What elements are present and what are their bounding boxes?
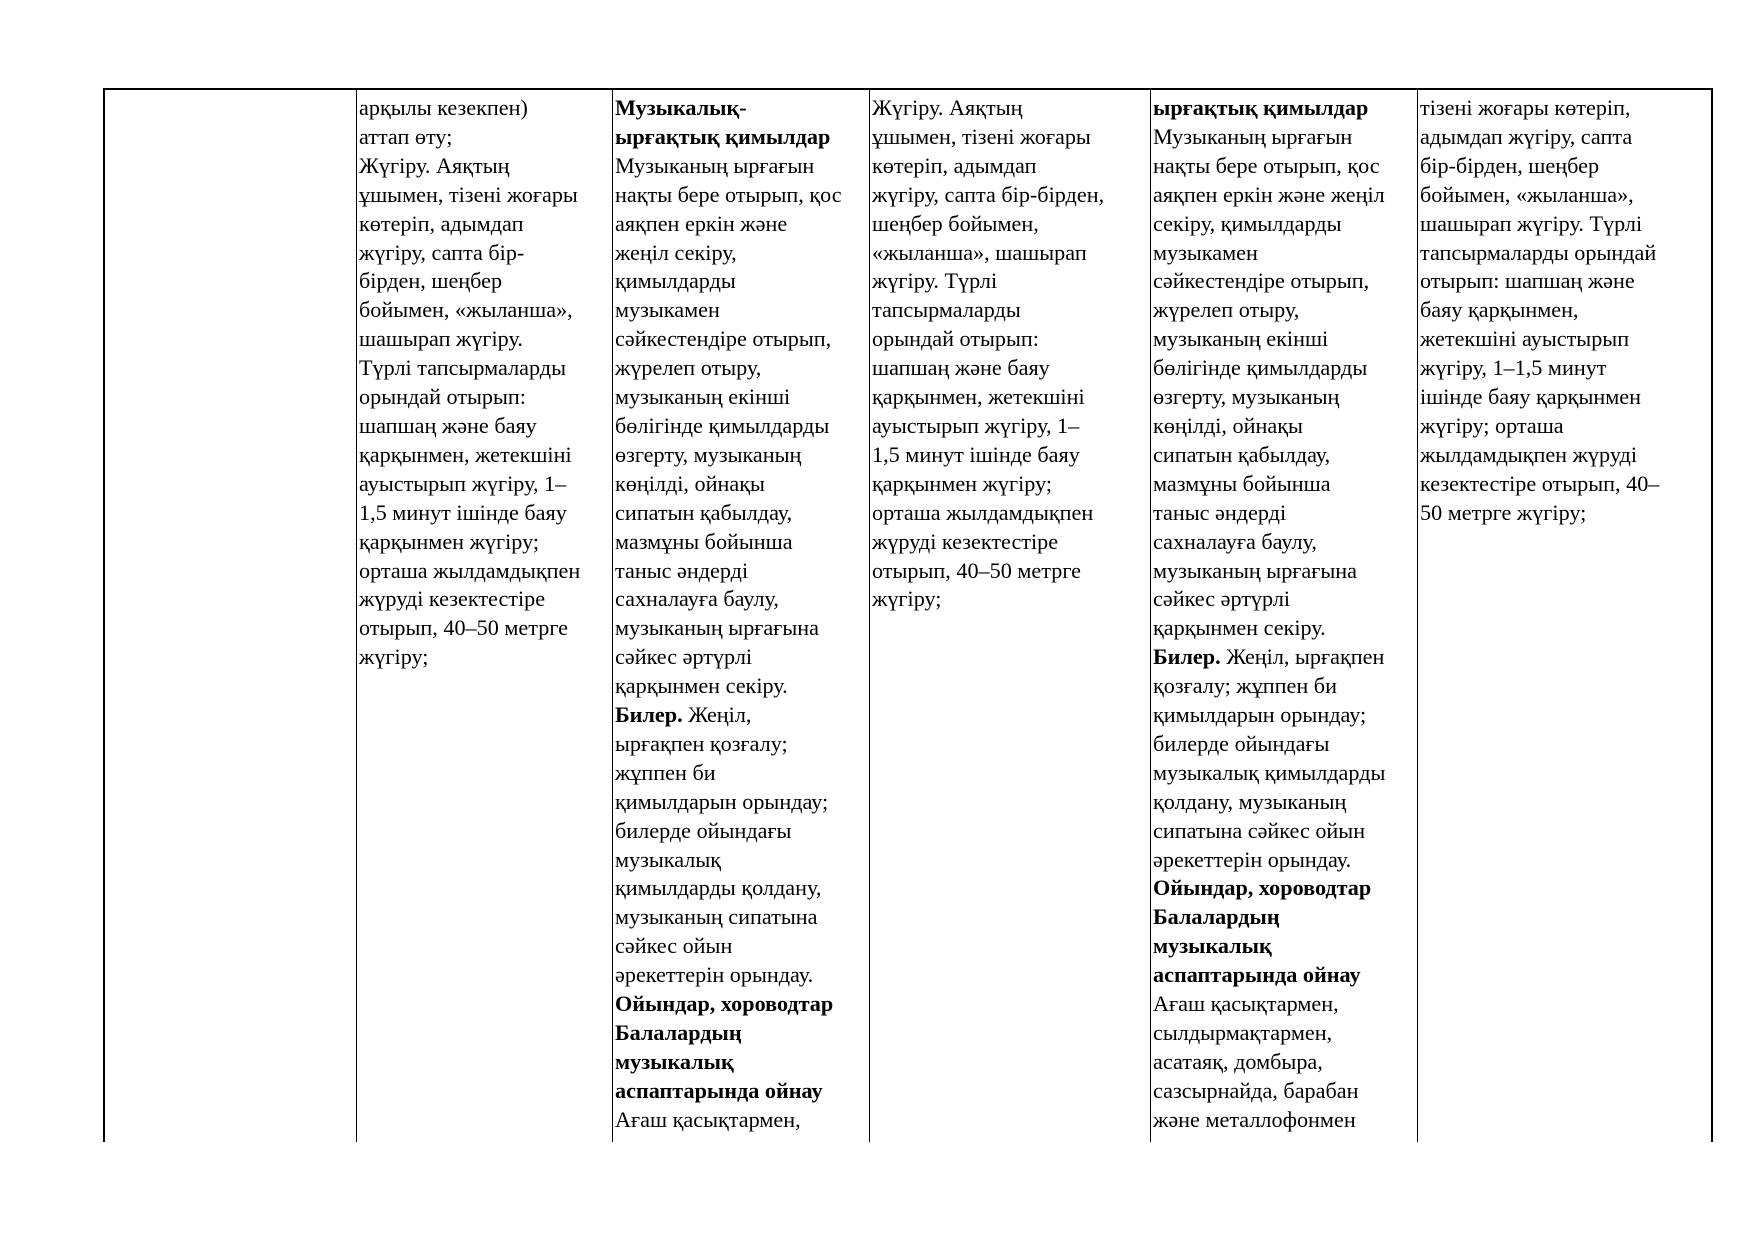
bold-heading: Балалардың	[615, 1020, 742, 1045]
text-line	[615, 903, 868, 932]
line-text: Жеңіл,	[682, 702, 752, 728]
line-text: сәйкес ойын	[615, 933, 733, 959]
bold-heading: Балалардың	[1153, 904, 1280, 930]
line-text: қарқынмен секіру.	[1153, 615, 1326, 641]
line-text: сипатын қабылдау,	[615, 499, 793, 525]
text-line	[359, 354, 611, 383]
text-line	[1153, 441, 1416, 470]
table-column	[1150, 90, 1417, 1142]
line-text: өзгерту, музыканың	[1153, 384, 1340, 410]
text-line	[1420, 383, 1710, 412]
text-line	[615, 499, 868, 528]
text-line	[615, 267, 868, 296]
line-text: қимылдарын орындау;	[1153, 702, 1367, 728]
text-line	[359, 152, 611, 181]
line-text: отырып, 40–50 метрге	[359, 615, 568, 641]
text-line	[615, 181, 868, 210]
text-line	[359, 528, 611, 557]
bold-heading: Билер.	[615, 702, 683, 728]
text-line	[872, 354, 1149, 383]
line-text: бірден, шеңбер	[359, 268, 503, 294]
line-text: жүгіру, сапта бір-бірден,	[872, 181, 1105, 207]
text-line	[1153, 412, 1416, 441]
text-line	[872, 181, 1149, 210]
line-text: жүгіру;	[872, 586, 942, 612]
text-line	[615, 614, 868, 643]
line-text: мазмұны бойынша	[1153, 470, 1331, 496]
text-line	[615, 210, 868, 239]
line-text: орындай отырып:	[872, 326, 1039, 352]
text-line	[872, 123, 1149, 152]
line-text: шапшаң және баяу	[872, 355, 1050, 381]
text-line	[615, 759, 868, 788]
text-line	[359, 239, 611, 268]
text-line	[359, 585, 611, 614]
text-line	[872, 325, 1149, 354]
text-line	[1153, 701, 1416, 730]
text-line	[615, 441, 868, 470]
text-line	[615, 152, 868, 181]
text-line	[872, 585, 1149, 614]
bold-heading: аспаптарында ойнау	[1153, 962, 1361, 988]
line-text: музыкалық	[615, 846, 722, 872]
text-line	[1420, 210, 1710, 239]
line-text: 1,5 минут ішінде баяу	[359, 499, 567, 525]
line-text: Музыканың ырғағын	[1153, 123, 1353, 149]
text-line	[615, 1106, 868, 1135]
line-text: нақты бере отырып, қос	[1153, 152, 1380, 178]
bold-heading: аспаптарында ойнау	[615, 1077, 823, 1103]
line-text: жұппен би	[615, 759, 716, 785]
line-text: 50 метрге жүгіру;	[1420, 499, 1587, 525]
text-line	[359, 210, 611, 239]
text-line	[1153, 846, 1416, 875]
text-line	[615, 412, 868, 441]
text-line	[615, 874, 868, 903]
text-line	[1153, 296, 1416, 325]
text-line	[1153, 94, 1416, 123]
table-column	[869, 90, 1150, 1142]
text-line	[615, 557, 868, 586]
text-line	[1420, 412, 1710, 441]
line-text: билерде ойындағы	[615, 817, 792, 843]
line-text: Жүгіру. Аяқтың	[872, 95, 1023, 120]
line-text: қарқынмен секіру.	[615, 673, 788, 699]
line-text: музыканың сипатына	[615, 904, 818, 930]
bold-heading: ырғақтық қимылдар	[615, 123, 831, 149]
text-line	[1153, 239, 1416, 268]
text-line	[359, 614, 611, 643]
text-line	[615, 961, 868, 990]
text-line	[615, 817, 868, 846]
line-text: жүрелеп отыру,	[1153, 297, 1300, 323]
text-line	[615, 354, 868, 383]
text-line	[1153, 759, 1416, 788]
line-text: көтеріп, адымдап	[872, 152, 1037, 178]
line-text: қимылдарды қолдану,	[615, 875, 822, 901]
text-line	[1153, 528, 1416, 557]
text-line	[1420, 470, 1710, 499]
line-text: «жыланша», шашырап	[872, 239, 1087, 265]
text-line	[1153, 643, 1416, 672]
text-line	[359, 325, 611, 354]
text-line	[1420, 152, 1710, 181]
line-text: Музыканың ырғағын	[615, 152, 815, 178]
bold-heading: Билер.	[1153, 644, 1221, 670]
line-text: музыкамен	[615, 297, 720, 323]
text-line	[359, 181, 611, 210]
line-text: ұшымен, тізені жоғары	[359, 181, 578, 207]
text-line	[615, 239, 868, 268]
text-line	[1153, 210, 1416, 239]
line-text: ауыстырып жүгіру, 1–	[359, 470, 567, 496]
line-text: орташа жылдамдықпен	[359, 557, 581, 583]
line-text: қарқынмен жүгіру;	[359, 528, 540, 554]
line-text: Жеңіл, ырғақпен	[1220, 644, 1385, 670]
text-line	[872, 210, 1149, 239]
line-text: ішінде баяу қарқынмен	[1420, 384, 1641, 410]
text-line	[615, 325, 868, 354]
text-line	[1153, 932, 1416, 961]
line-text: қолдану, музыканың	[1153, 788, 1347, 814]
line-text: тапсырмаларды	[872, 297, 1021, 323]
line-text: арқылы кезекпен)	[359, 95, 528, 120]
bold-heading: Ойындар, хороводтар	[1153, 875, 1372, 901]
line-text: жүгіру; орташа	[1420, 412, 1564, 438]
text-line	[1153, 1048, 1416, 1077]
line-text: тапсырмаларды орындай	[1420, 239, 1657, 265]
line-text: ырғақпен қозғалу;	[615, 730, 788, 756]
text-line	[872, 499, 1149, 528]
bold-heading: ырғақтық қимылдар	[1153, 95, 1369, 120]
text-line	[615, 701, 868, 730]
text-line	[615, 1019, 868, 1048]
line-text: шашырап жүгіру.	[359, 326, 523, 352]
text-line	[1153, 267, 1416, 296]
text-line	[615, 296, 868, 325]
text-line	[1420, 123, 1710, 152]
text-line	[1153, 123, 1416, 152]
text-line	[872, 412, 1149, 441]
text-line	[359, 643, 611, 672]
line-text: ауыстырып жүгіру, 1–	[872, 412, 1080, 438]
line-text: жүруді кезектестіре	[359, 586, 546, 612]
line-text: орындай отырып:	[359, 384, 526, 410]
line-text: шапшаң және баяу	[359, 412, 537, 438]
line-text: музыканың екінші	[1153, 326, 1329, 352]
text-line	[615, 383, 868, 412]
table-column	[612, 90, 869, 1142]
line-text: көңілді, ойнақы	[615, 470, 765, 496]
line-text: жылдамдықпен жүруді	[1420, 441, 1637, 467]
line-text: сахналауға баулу,	[615, 586, 779, 612]
text-line	[1153, 614, 1416, 643]
line-text: жүгіру;	[359, 644, 429, 670]
line-text: жүгіру. Түрлі	[872, 268, 998, 294]
text-line	[1420, 239, 1710, 268]
line-text: Түрлі тапсырмаларды	[359, 355, 566, 381]
text-line	[359, 412, 611, 441]
line-text: бойымен, «жыланша»,	[359, 297, 573, 323]
line-text: әрекеттерін орындау.	[615, 962, 814, 988]
text-line	[359, 267, 611, 296]
line-text: қимылдарын орындау;	[615, 788, 829, 814]
line-text: музыканың ырғағына	[615, 615, 819, 641]
text-line	[615, 643, 868, 672]
line-text: сипатын қабылдау,	[1153, 441, 1331, 467]
text-line	[615, 123, 868, 152]
text-line	[615, 1048, 868, 1077]
text-line	[1153, 874, 1416, 903]
line-text: Ағаш қасықтармен,	[615, 1106, 801, 1132]
line-text: таныс әндерді	[1153, 499, 1287, 525]
text-line	[359, 441, 611, 470]
text-line	[1153, 903, 1416, 932]
text-line	[1420, 296, 1710, 325]
text-line	[1420, 499, 1710, 528]
line-text: бір-бірден, шеңбер	[1420, 152, 1600, 178]
text-line	[1420, 181, 1710, 210]
text-line	[1153, 990, 1416, 1019]
text-line	[615, 932, 868, 961]
line-text: жеңіл секіру,	[615, 239, 737, 265]
line-text: қарқынмен жүгіру;	[872, 470, 1053, 496]
text-line	[1153, 817, 1416, 846]
text-line	[359, 470, 611, 499]
line-text: сәйкестендіре отырып,	[1153, 268, 1370, 294]
line-text: қарқынмен, жетекшіні	[872, 384, 1085, 410]
line-text: қимылдарды	[615, 268, 736, 294]
line-text: жүгіру, сапта бір-	[359, 239, 525, 265]
line-text: шашырап жүгіру. Түрлі	[1420, 210, 1643, 236]
line-text: қозғалу; жұппен би	[1153, 673, 1337, 699]
line-text: сәйкес әртүрлі	[1153, 586, 1291, 612]
text-line	[1153, 354, 1416, 383]
text-line	[615, 470, 868, 499]
line-text: сәйкестендіре отырып,	[615, 326, 832, 352]
line-text: музыкамен	[1153, 239, 1258, 265]
line-text: бойымен, «жыланша»,	[1420, 181, 1634, 207]
text-line	[359, 123, 611, 152]
line-text: аттап өту;	[359, 123, 453, 149]
text-line	[1153, 961, 1416, 990]
text-line	[1153, 383, 1416, 412]
text-line	[872, 557, 1149, 586]
text-line	[1153, 1019, 1416, 1048]
line-text: және металлофонмен	[1153, 1106, 1356, 1132]
text-line	[872, 383, 1149, 412]
text-line	[359, 383, 611, 412]
text-line	[1420, 267, 1710, 296]
table-column	[103, 90, 356, 1142]
text-line	[359, 94, 611, 123]
line-text: билерде ойындағы	[1153, 730, 1330, 756]
line-text: сәйкес әртүрлі	[615, 644, 753, 670]
text-line	[1153, 585, 1416, 614]
text-line	[1153, 672, 1416, 701]
line-text: орташа жылдамдықпен	[872, 499, 1094, 525]
line-text: адымдап жүгіру, сапта	[1420, 123, 1633, 149]
text-line	[1420, 325, 1710, 354]
text-line	[872, 470, 1149, 499]
line-text: сахналауға баулу,	[1153, 528, 1317, 554]
text-line	[1153, 557, 1416, 586]
table-column	[1417, 90, 1713, 1142]
line-text: кезектестіре отырып, 40–	[1420, 470, 1660, 496]
text-line	[872, 296, 1149, 325]
line-text: музыканың екінші	[615, 384, 791, 410]
text-line	[1153, 788, 1416, 817]
bold-heading: музыкалық	[1153, 933, 1272, 959]
text-line	[872, 152, 1149, 181]
text-line	[1153, 152, 1416, 181]
line-text: отырып: шапшаң және	[1420, 268, 1635, 294]
text-line	[359, 557, 611, 586]
line-text: жүрелеп отыру,	[615, 355, 762, 381]
line-text: музыкалық қимылдарды	[1153, 759, 1386, 785]
line-text: 1,5 минут ішінде баяу	[872, 441, 1080, 467]
line-text: бөлігінде қимылдарды	[615, 412, 830, 438]
line-text: көңілді, ойнақы	[1153, 412, 1303, 438]
line-text: сипатына сәйкес ойын	[1153, 817, 1366, 843]
text-line	[1153, 730, 1416, 759]
line-text: ұшымен, тізені жоғары	[872, 123, 1091, 149]
line-text: Ағаш қасықтармен,	[1153, 991, 1339, 1017]
document-table	[103, 88, 1713, 1142]
line-text: асатаяқ, домбыра,	[1153, 1048, 1323, 1074]
text-line	[615, 528, 868, 557]
line-text: нақты бере отырып, қос	[615, 181, 842, 207]
text-line	[359, 499, 611, 528]
text-line	[872, 267, 1149, 296]
line-text: жүгіру, 1–1,5 минут	[1420, 355, 1607, 381]
line-text: аяқпен еркін және	[615, 210, 788, 236]
line-text: қарқынмен, жетекшіні	[359, 441, 572, 467]
text-line	[615, 990, 868, 1019]
line-text: отырып, 40–50 метрге	[872, 557, 1081, 583]
line-text: әрекеттерін орындау.	[1153, 846, 1352, 872]
table-column	[356, 90, 612, 1142]
text-line	[1153, 499, 1416, 528]
text-line	[1153, 181, 1416, 210]
bold-heading: Ойындар, хороводтар	[615, 991, 834, 1017]
line-text: сазсырнайда, барабан	[1153, 1077, 1359, 1103]
line-text: Жүгіру. Аяқтың	[359, 152, 510, 178]
text-line	[1153, 1077, 1416, 1106]
text-line	[615, 672, 868, 701]
line-text: таныс әндерді	[615, 557, 749, 583]
text-line	[615, 94, 868, 123]
line-text: жетекшіні ауыстырып	[1420, 326, 1630, 352]
line-text: сылдырмақтармен,	[1153, 1020, 1333, 1045]
text-line	[615, 585, 868, 614]
text-line	[615, 730, 868, 759]
text-line	[872, 94, 1149, 123]
line-text: шеңбер бойымен,	[872, 210, 1039, 236]
text-line	[872, 441, 1149, 470]
text-line	[1153, 325, 1416, 354]
line-text: музыканың ырғағына	[1153, 557, 1357, 583]
text-line	[872, 528, 1149, 557]
line-text: тізені жоғары көтеріп,	[1420, 95, 1631, 120]
line-text: бөлігінде қимылдарды	[1153, 355, 1368, 381]
text-line	[615, 788, 868, 817]
text-line	[1153, 1106, 1416, 1135]
text-line	[359, 296, 611, 325]
line-text: баяу қарқынмен,	[1420, 297, 1579, 323]
line-text: жүруді кезектестіре	[872, 528, 1059, 554]
bold-heading: Музыкалық-	[615, 95, 747, 120]
text-line	[615, 1077, 868, 1106]
text-line	[1420, 354, 1710, 383]
line-text: көтеріп, адымдап	[359, 210, 524, 236]
text-line	[1153, 470, 1416, 499]
text-line	[1420, 94, 1710, 123]
text-line	[1420, 441, 1710, 470]
text-line	[872, 239, 1149, 268]
line-text: мазмұны бойынша	[615, 528, 793, 554]
line-text: аяқпен еркін және жеңіл	[1153, 181, 1385, 207]
line-text: секіру, қимылдарды	[1153, 210, 1342, 236]
line-text: өзгерту, музыканың	[615, 441, 802, 467]
text-line	[615, 846, 868, 875]
bold-heading: музыкалық	[615, 1048, 734, 1074]
